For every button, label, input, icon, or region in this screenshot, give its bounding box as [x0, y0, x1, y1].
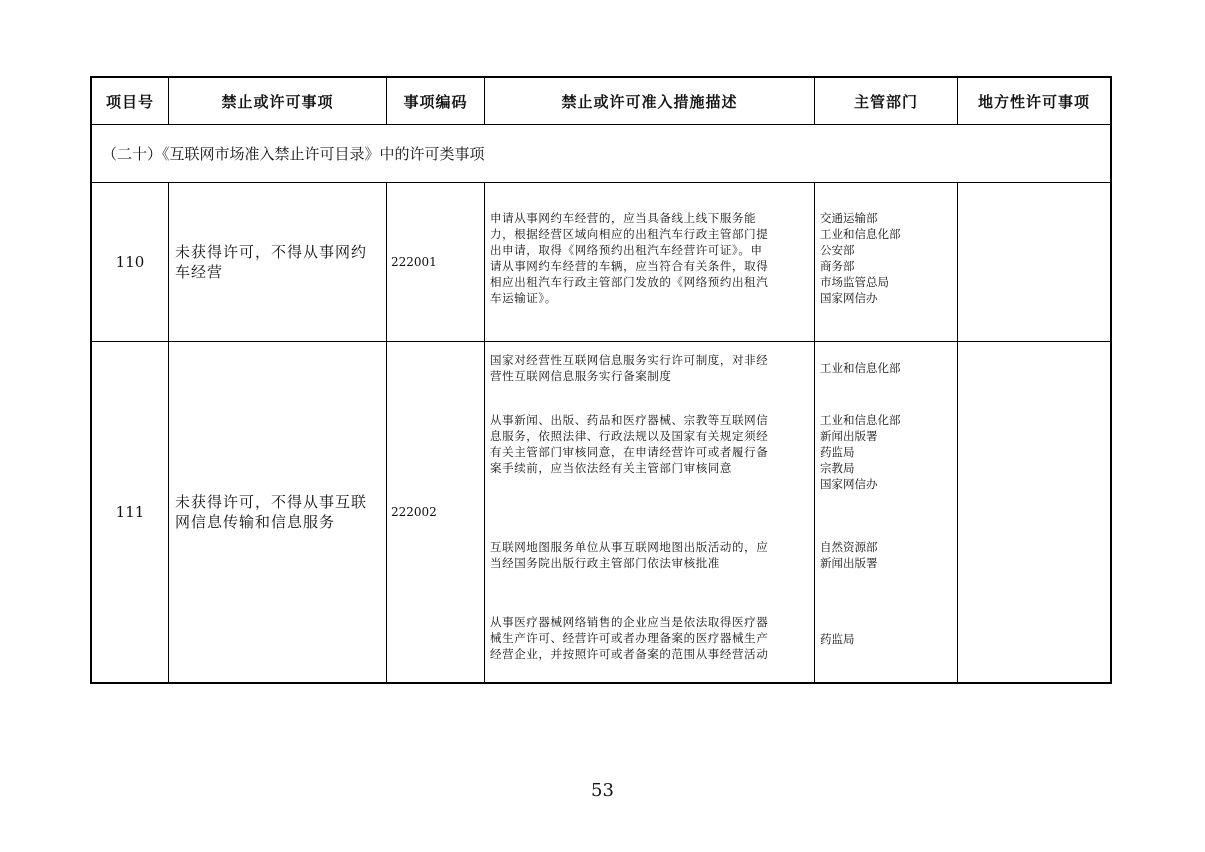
desc-line: 械生产许可、经营许可或者办理备案的医疗器械生产 — [490, 631, 769, 645]
dept-line: 国家网信办 — [820, 291, 878, 305]
dept-line: 宗教局 — [820, 461, 855, 475]
dept-line: 新闻出版署 — [820, 429, 878, 443]
row-111-code: 222002 — [391, 505, 437, 519]
dept-line: 市场监管总局 — [820, 275, 889, 289]
dept-line: 商务部 — [820, 259, 855, 273]
desc-line: 国家对经营性互联网信息服务实行许可制度，对非经 — [490, 353, 769, 367]
table-border-right — [1110, 76, 1112, 684]
row-111-measure-3-departments — [815, 539, 957, 571]
desc-line: 当经国务院出版行政主管部门依法审核批准 — [490, 556, 720, 570]
section-title: （二十）《互联网市场准入禁止许可目录》中的许可类事项 — [102, 145, 485, 163]
row-111-measure-4-departments — [815, 631, 957, 647]
row-110-item — [169, 183, 386, 341]
dept-line: 药监局 — [820, 445, 855, 459]
permit-table — [90, 76, 1112, 684]
header-description: 禁止或许可准入措施描述 — [561, 92, 738, 111]
dept-line: 新闻出版署 — [820, 556, 878, 570]
desc-line: 息服务，依照法律、行政法规以及国家有关规定须经 — [490, 429, 769, 443]
dept-line: 工业和信息化部 — [820, 413, 901, 427]
desc-line: 相应出租汽车行政主管部门发放的《网络预约出租汽 — [490, 275, 769, 289]
desc-line: 互联网地图服务单位从事互联网地图出版活动的，应 — [490, 540, 769, 554]
row-111-number: 111 — [115, 503, 145, 521]
header-local-permit: 地方性许可事项 — [977, 92, 1090, 111]
item-line: 车经营 — [175, 263, 224, 281]
dept-line: 工业和信息化部 — [820, 227, 901, 241]
row-110-departments — [815, 210, 957, 306]
item-line: 网信息传输和信息服务 — [175, 513, 336, 531]
row-111-measure-1-departments — [815, 360, 957, 376]
row-111-measure-4-desc — [485, 614, 814, 662]
row-110-local-permit — [958, 183, 1110, 341]
table-border-bottom — [90, 682, 1112, 684]
row-111-local-permit — [958, 342, 1110, 682]
desc-line: 申请从事网约车经营的，应当具备线上线下服务能 — [490, 211, 757, 225]
header-department: 主管部门 — [853, 92, 918, 111]
dept-line: 公安部 — [820, 243, 855, 257]
item-line: 未获得许可，不得从事互联 — [175, 493, 368, 511]
row-110-measure-desc — [485, 210, 814, 306]
desc-line: 从事新闻、出版、药品和医疗器械、宗教等互联网信 — [490, 413, 769, 427]
dept-line: 交通运输部 — [820, 211, 878, 225]
row-111-measure-2-departments — [815, 412, 957, 492]
desc-line: 请从事网约车经营的车辆，应当符合有关条件，取得 — [490, 259, 769, 273]
dept-line: 国家网信办 — [820, 477, 878, 491]
row-111-measure-1-desc — [485, 352, 814, 384]
header-code: 事项编码 — [403, 92, 468, 111]
dept-line: 药监局 — [820, 632, 855, 646]
desc-line: 有关主管部门审核同意，在申请经营许可或者履行备 — [490, 445, 769, 459]
desc-line: 经营企业，并按照许可或者备案的范围从事经营活动 — [490, 647, 769, 661]
header-item-number: 项目号 — [105, 92, 154, 111]
desc-line: 出申请，取得《网络预约出租汽车经营许可证》。申 — [490, 243, 763, 257]
desc-line: 从事医疗器械网络销售的企业应当是依法取得医疗器 — [490, 615, 769, 629]
desc-line: 案手续前，应当依法经有关主管部门审核同意 — [490, 461, 732, 475]
row-110-number: 110 — [115, 253, 145, 271]
page-number: 53 — [591, 780, 614, 801]
desc-line: 力，根据经营区域向相应的出租汽车行政主管部门提 — [490, 227, 769, 241]
row-111-measure-3-desc — [485, 539, 814, 571]
row-111-measure-2-desc — [485, 412, 814, 476]
dept-line: 工业和信息化部 — [820, 361, 901, 375]
row-110-code: 222001 — [391, 255, 437, 269]
item-line: 未获得许可，不得从事网约 — [175, 243, 368, 261]
desc-line: 营性互联网信息服务实行备案制度 — [490, 369, 672, 383]
desc-line: 车运输证》。 — [490, 291, 557, 305]
dept-line: 自然资源部 — [820, 540, 878, 554]
header-item: 禁止或许可事项 — [221, 92, 334, 111]
row-111-item — [169, 342, 386, 682]
